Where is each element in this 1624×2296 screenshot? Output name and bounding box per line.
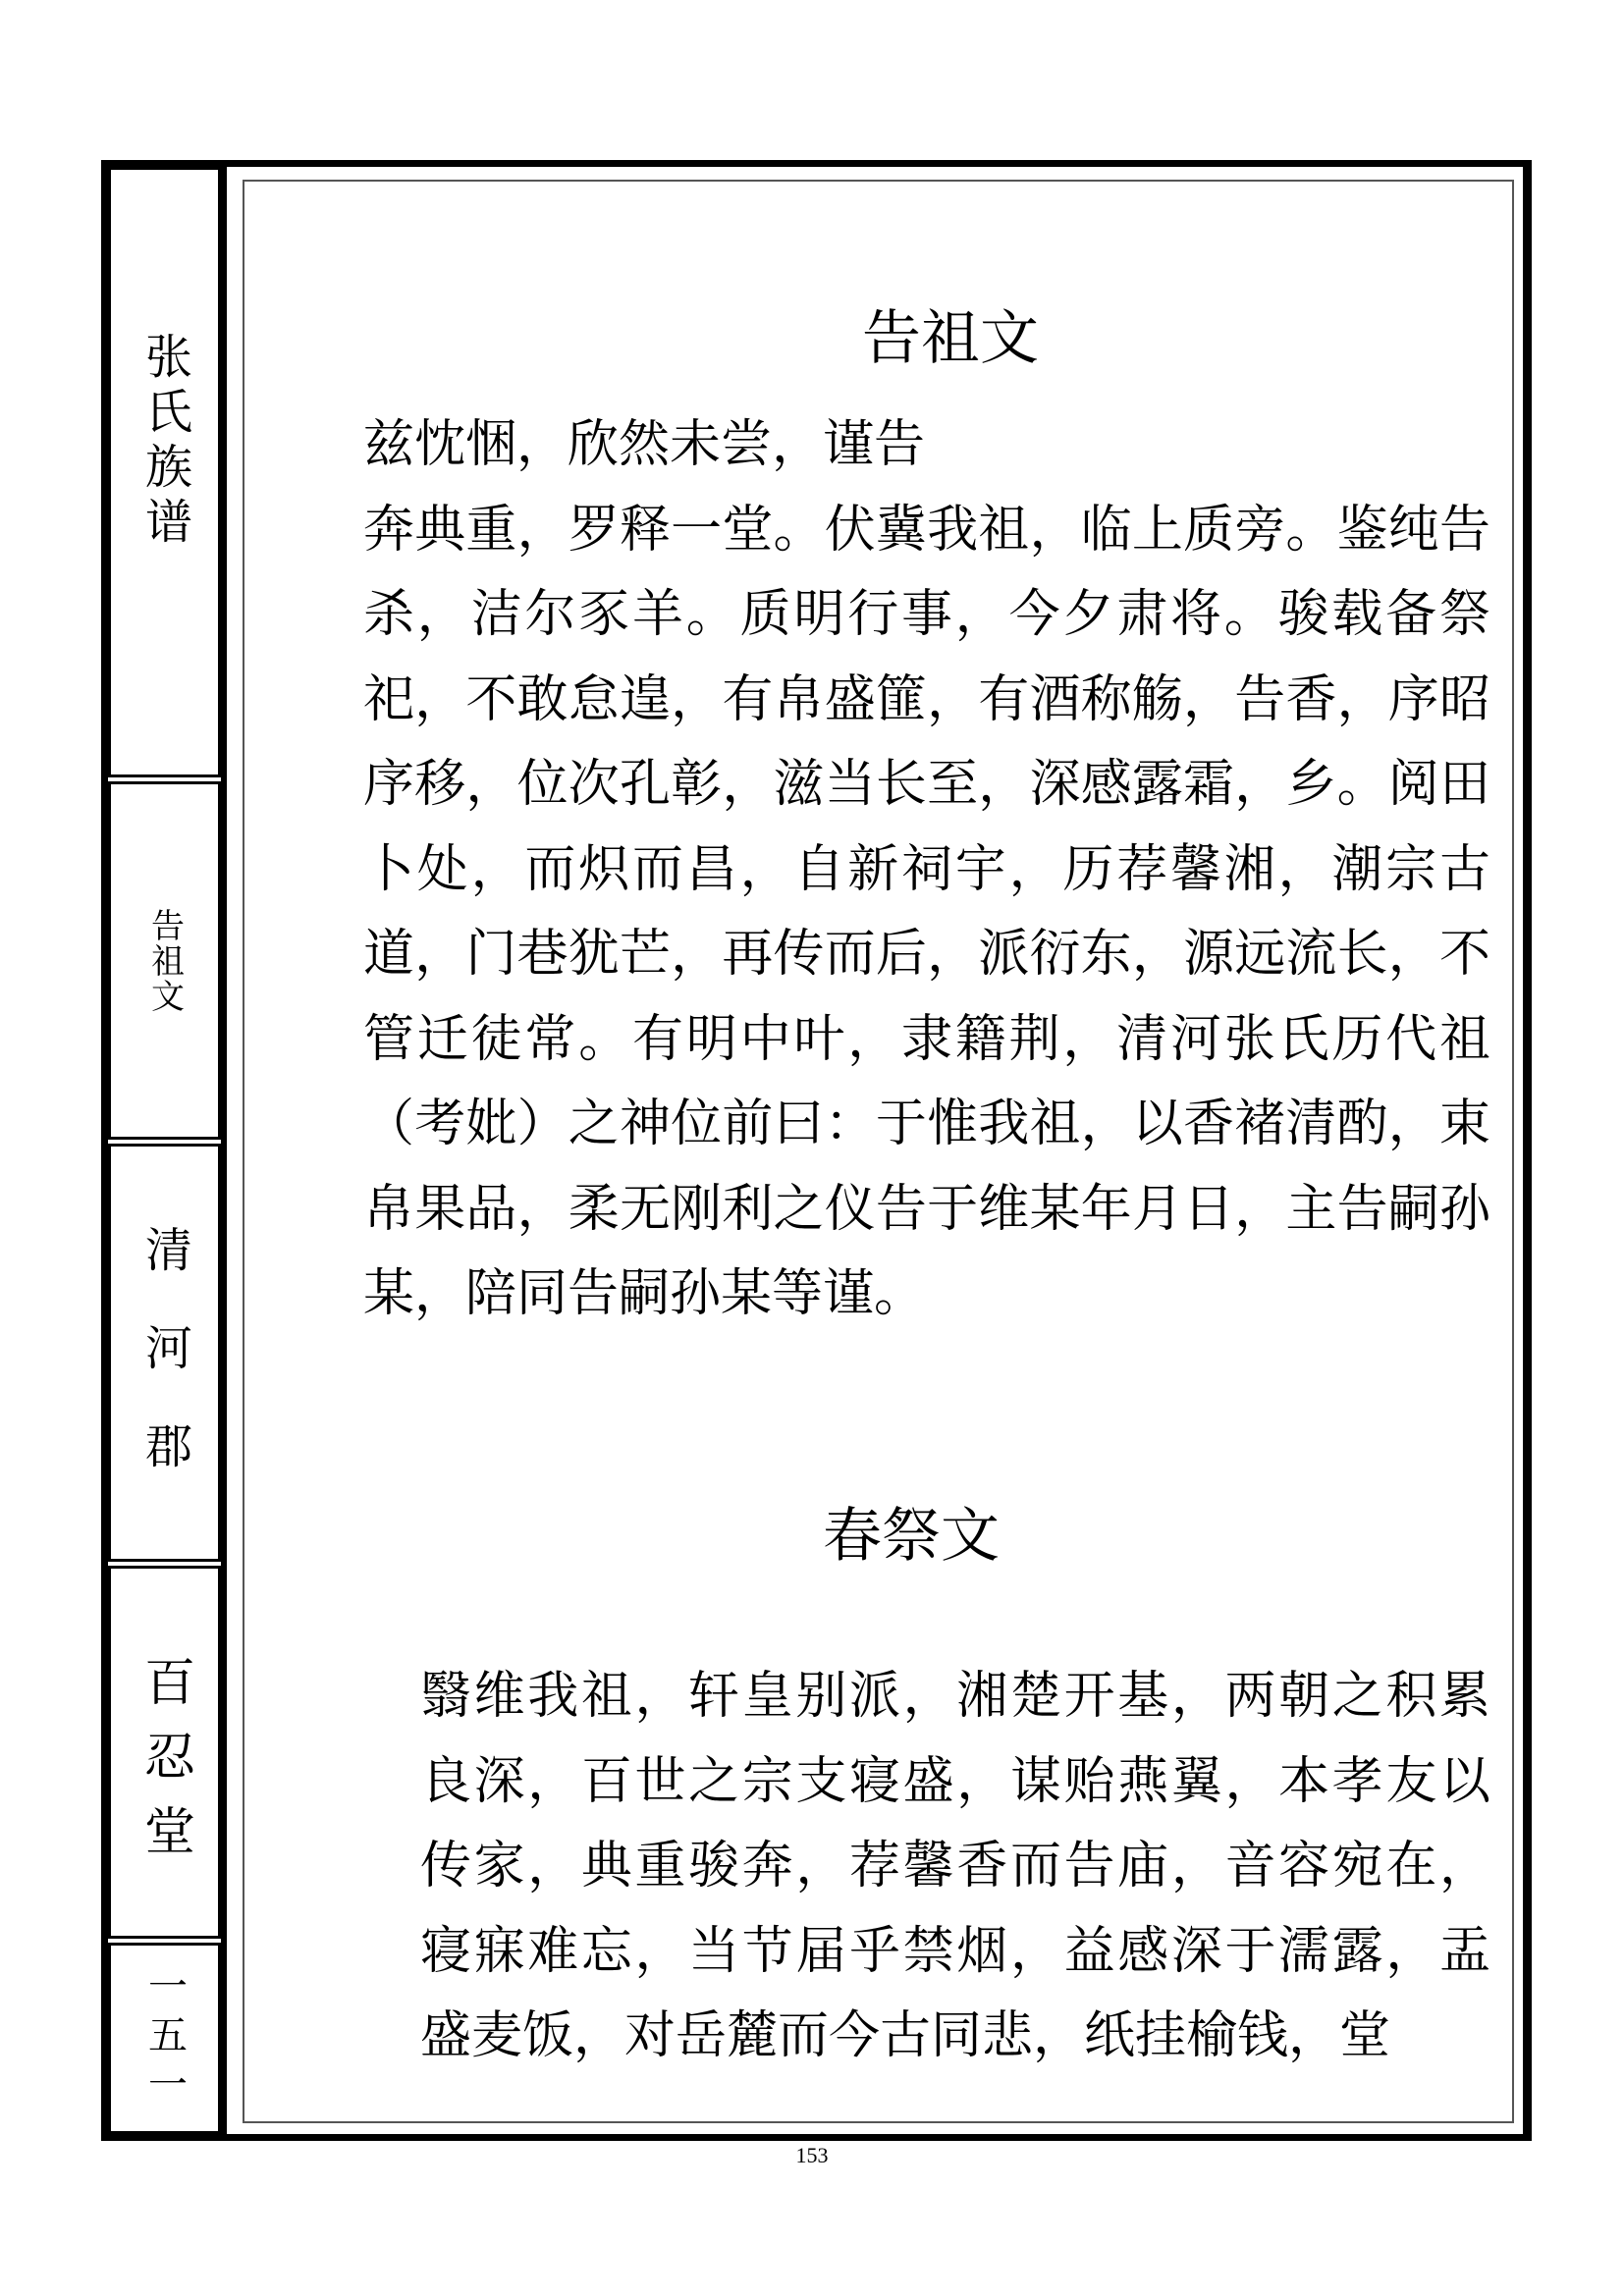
section1-line1: 兹忱悃，欣然未尝，谨告	[363, 415, 926, 474]
section1-title: 告祖文	[862, 304, 1039, 373]
folio-cell	[108, 1943, 221, 2134]
section-name: 告祖文	[144, 907, 185, 1014]
place-name: 清河郡	[136, 1225, 192, 1520]
divider-line	[221, 167, 227, 2134]
place-cell	[108, 1144, 221, 1562]
hall-name: 百忍堂	[135, 1655, 194, 1879]
section-cell	[108, 781, 221, 1140]
section2-body	[273, 1654, 1490, 2079]
section2-paragraph: 翳维我祖，轩皇别派，湘楚开基，两朝之积累良深，百世之宗支寝盛，谋贻燕翼，本孝友以传家，典重骏奔，荐馨香而告庙，音容宛在，寝寐难忘，当节届乎禁烟，益感深于濡露，盂盛麦饭，对岳麓而今古同悲，纸挂榆钱，堂	[420, 1667, 1490, 2065]
page-number: 153	[795, 2143, 829, 2167]
folio-number: 一五一	[141, 1964, 188, 2112]
book-title: 张氏族谱	[136, 332, 192, 552]
section1-body	[273, 402, 1490, 1337]
section2-title: 春祭文	[823, 1502, 1000, 1571]
side-column	[108, 167, 221, 2134]
hall-cell	[108, 1566, 221, 1939]
section1-paragraph: 奔典重，罗释一堂。伏冀我祖，临上质旁。鉴纯告杀，洁尔豕羊。质明行事，今夕肃将。骏载备祭祀，不敢怠遑，有帛盛篚，有酒称觞，告香，序昭序移，位次孔彰，滋当长至，深感露霜，乡。阅田卜处，而炽而昌，自新祠宇，历荐馨湘，潮宗古道，门巷犹芒，再传而后，派衍东，源远流长，不管迁徒常。有明中叶，隶籍荆，清河张氏历代祖（考妣）之神位前曰：于惟我祖，以香褚清酌，束帛果品，柔无刚利之仪告于维某年月日，主告嗣孙某，陪同告嗣孙某等谨。	[363, 500, 1490, 1323]
book-title-cell	[108, 167, 221, 777]
